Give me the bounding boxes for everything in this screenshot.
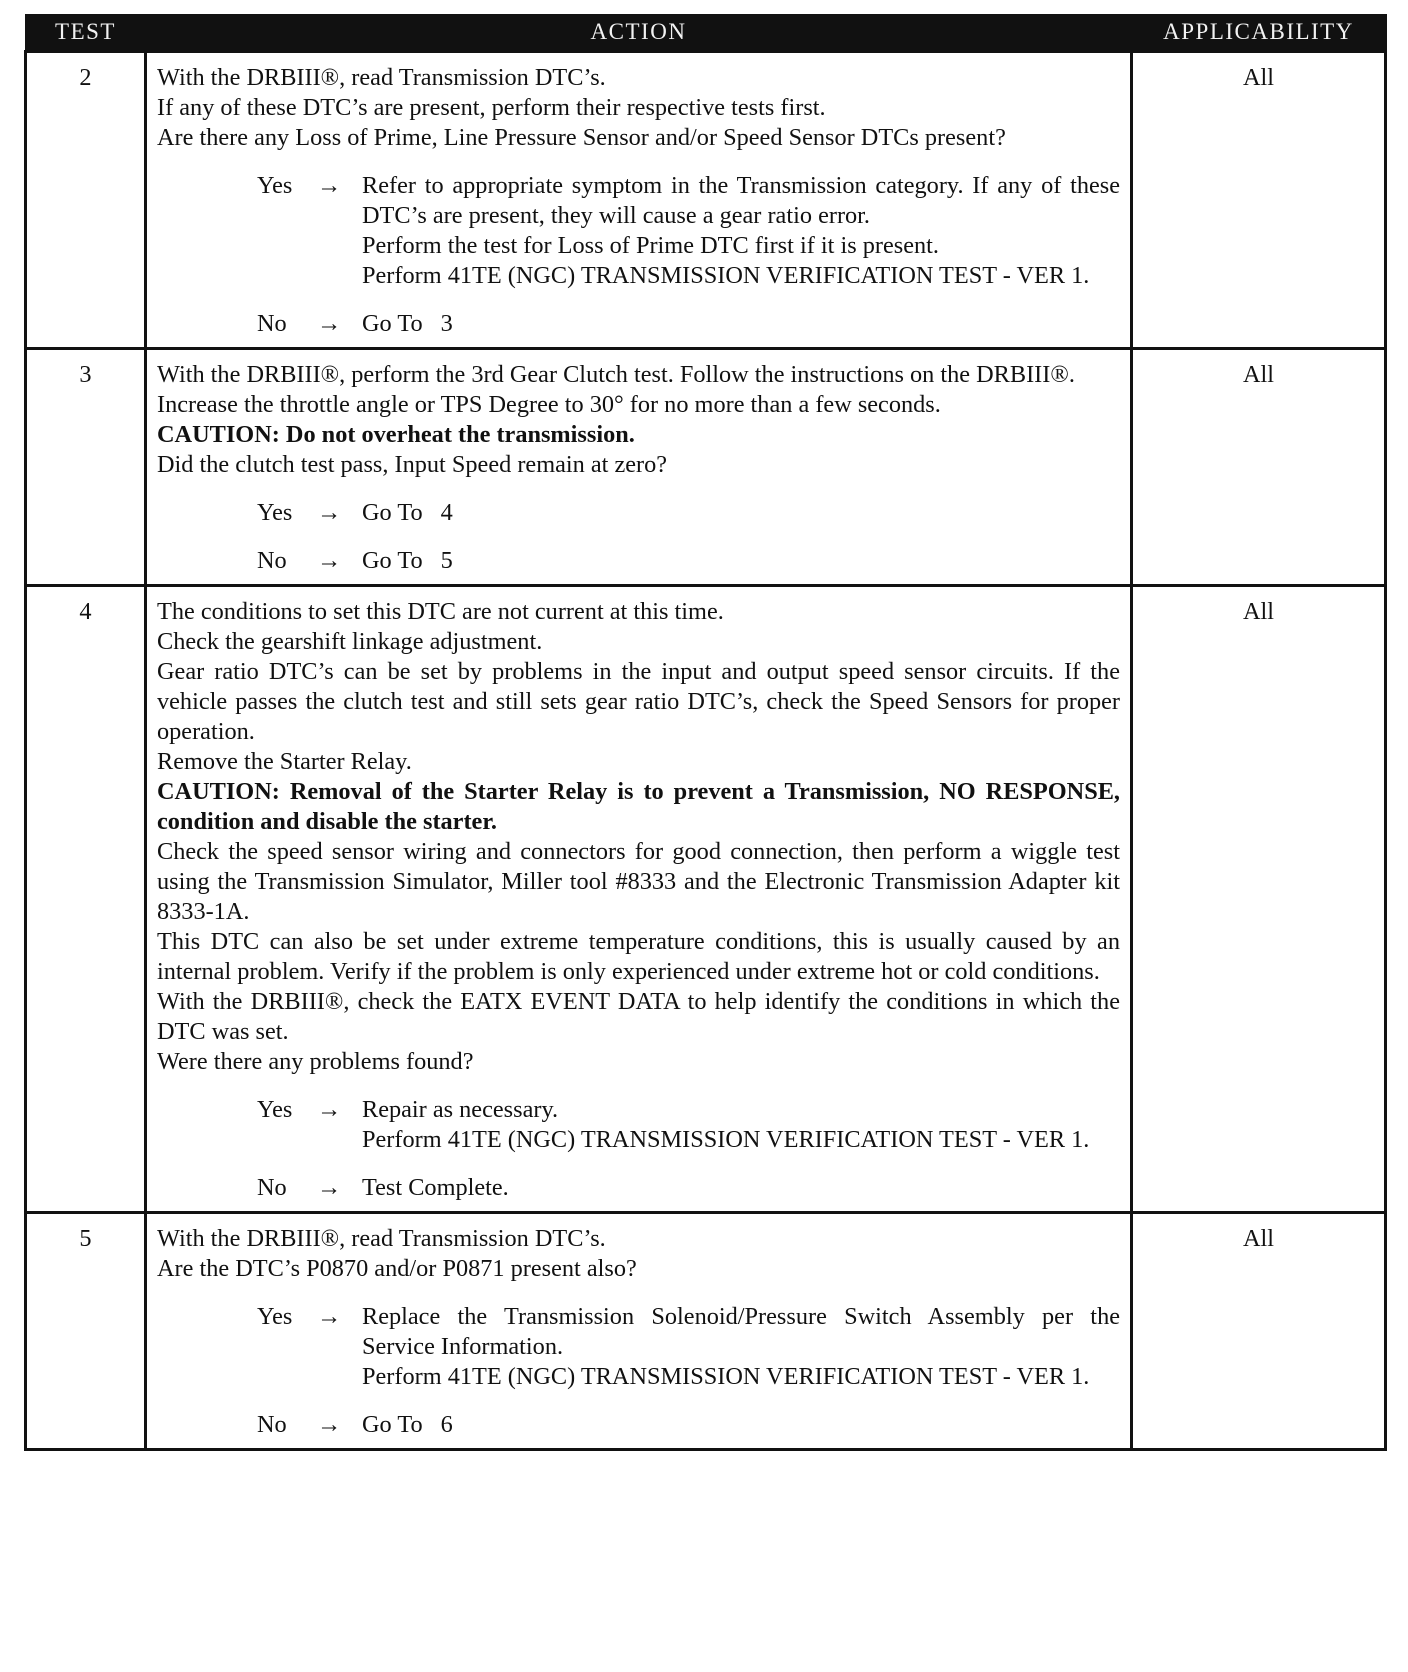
no-label: No: [257, 1174, 287, 1201]
test-number: 4: [26, 586, 146, 1213]
no-label: No: [257, 1411, 287, 1438]
table-row: [26, 349, 1386, 586]
action-line: If any of these DTC’s are present, perform their respective tests first.: [157, 94, 826, 121]
yes-line: Repair as necessary.: [362, 1096, 559, 1123]
right-arrow-icon: →: [317, 1303, 342, 1330]
yes-instructions: [362, 171, 1120, 291]
yes-instructions: [362, 498, 1120, 528]
applicability-value: All: [1132, 586, 1386, 1213]
yes-label: Yes: [257, 1303, 293, 1330]
yes-outcome: [157, 498, 1120, 528]
no-instructions: Test Complete.: [362, 1174, 509, 1201]
applicability-value: All: [1132, 1213, 1386, 1450]
action-line: This DTC can also be set under extreme temperature conditions, this is usually caused by an internal problem. Verify if the problem is only experienced under extreme hot or cold conditions.: [157, 928, 1120, 985]
right-arrow-icon: →: [317, 310, 342, 337]
right-arrow-icon: →: [317, 172, 342, 199]
action-text: [157, 360, 1120, 480]
action-line: The conditions to set this DTC are not current at this time.: [157, 598, 724, 625]
test-number: 2: [26, 52, 146, 349]
right-arrow-icon: →: [317, 1411, 342, 1438]
no-outcome: [157, 546, 1120, 576]
action-line: Are the DTC’s P0870 and/or P0871 present also?: [157, 1255, 637, 1282]
right-arrow-icon: →: [317, 547, 342, 574]
no-instructions: [362, 1410, 1120, 1440]
action-line: Increase the throttle angle or TPS Degree to 30° for no more than a few seconds.: [157, 391, 941, 418]
yes-label: Yes: [257, 1096, 293, 1123]
no-instructions: [362, 546, 1120, 576]
action-cell: [146, 586, 1132, 1213]
action-text: [157, 63, 1120, 153]
action-line: With the DRBIII®, perform the 3rd Gear Clutch test. Follow the instructions on the DRBIII®.: [157, 361, 1075, 388]
goto-text: Go To: [362, 310, 423, 337]
goto-text: Go To: [362, 499, 423, 526]
action-line: Check the speed sensor wiring and connectors for good connection, then perform a wiggle test using the Transmission Simulator, Miller tool #8333 and the Electronic Transmission Adapter kit 8333-1A.: [157, 838, 1120, 925]
header-action: ACTION: [146, 14, 1132, 52]
no-outcome: [157, 1173, 1120, 1203]
diagnostic-test-table: [24, 14, 1387, 1451]
header-test: TEST: [26, 14, 146, 52]
yes-outcome: [157, 1302, 1120, 1392]
yes-instructions: [362, 1302, 1120, 1392]
action-cell: [146, 52, 1132, 349]
table-header-row: [26, 14, 1386, 52]
goto-text: Go To: [362, 1411, 423, 1438]
goto-test-link[interactable]: 6: [440, 1411, 453, 1438]
action-line: Check the gearshift linkage adjustment.: [157, 628, 543, 655]
action-line: Remove the Starter Relay.: [157, 748, 412, 775]
action-line: With the DRBIII®, read Transmission DTC’s.: [157, 1225, 606, 1252]
test-number: 5: [26, 1213, 146, 1450]
action-line: Were there any problems found?: [157, 1048, 474, 1075]
no-label: No: [257, 547, 287, 574]
goto-test-link[interactable]: 5: [440, 547, 453, 574]
yes-label: Yes: [257, 499, 293, 526]
action-cell: [146, 1213, 1132, 1450]
no-outcome: [157, 1410, 1120, 1440]
no-instructions: [362, 309, 1120, 339]
action-line: Did the clutch test pass, Input Speed remain at zero?: [157, 451, 668, 478]
action-text: [157, 597, 1120, 1077]
yes-outcome: [157, 171, 1120, 291]
table-row: [26, 1213, 1386, 1450]
action-cell: [146, 349, 1132, 586]
table-row: [26, 586, 1386, 1213]
applicability-value: All: [1132, 349, 1386, 586]
yes-line: Refer to appropriate symptom in the Transmission category. If any of these DTC’s are present, they will cause a gear ratio error.: [362, 172, 1120, 229]
goto-test-link[interactable]: 3: [440, 310, 453, 337]
table-row: [26, 52, 1386, 349]
yes-instructions: [362, 1095, 1120, 1155]
yes-line: Perform 41TE (NGC) TRANSMISSION VERIFICATION TEST - VER 1.: [362, 1363, 1090, 1390]
yes-outcome: [157, 1095, 1120, 1155]
test-number: 3: [26, 349, 146, 586]
goto-text: Go To: [362, 547, 423, 574]
caution-text: CAUTION: Do not overheat the transmission.: [157, 421, 635, 448]
yes-line: Perform 41TE (NGC) TRANSMISSION VERIFICATION TEST - VER 1.: [362, 1126, 1090, 1153]
yes-line: Replace the Transmission Solenoid/Pressure Switch Assembly per the Service Information.: [362, 1303, 1120, 1360]
action-line: With the DRBIII®, check the EATX EVENT DATA to help identify the conditions in which the DTC was set.: [157, 988, 1120, 1045]
yes-label: Yes: [257, 172, 293, 199]
right-arrow-icon: →: [317, 1096, 342, 1123]
goto-test-link[interactable]: 4: [440, 499, 453, 526]
no-outcome: [157, 309, 1120, 339]
action-line: Gear ratio DTC’s can be set by problems in the input and output speed sensor circuits. If the vehicle passes the clutch test and still sets gear ratio DTC’s, check the Speed Sensors for proper operation.: [157, 658, 1120, 745]
action-line: Are there any Loss of Prime, Line Pressure Sensor and/or Speed Sensor DTCs present?: [157, 124, 1006, 151]
no-label: No: [257, 310, 287, 337]
action-line: With the DRBIII®, read Transmission DTC’s.: [157, 64, 606, 91]
yes-line: Perform the test for Loss of Prime DTC first if it is present.: [362, 232, 939, 259]
caution-text: CAUTION: Removal of the Starter Relay is to prevent a Transmission, NO RESPONSE, condition and disable the starter.: [157, 778, 1120, 835]
right-arrow-icon: →: [317, 499, 342, 526]
right-arrow-icon: →: [317, 1174, 342, 1201]
header-applicability: APPLICABILITY: [1132, 14, 1386, 52]
yes-line: Perform 41TE (NGC) TRANSMISSION VERIFICATION TEST - VER 1.: [362, 262, 1090, 289]
action-text: [157, 1224, 1120, 1284]
applicability-value: All: [1132, 52, 1386, 349]
